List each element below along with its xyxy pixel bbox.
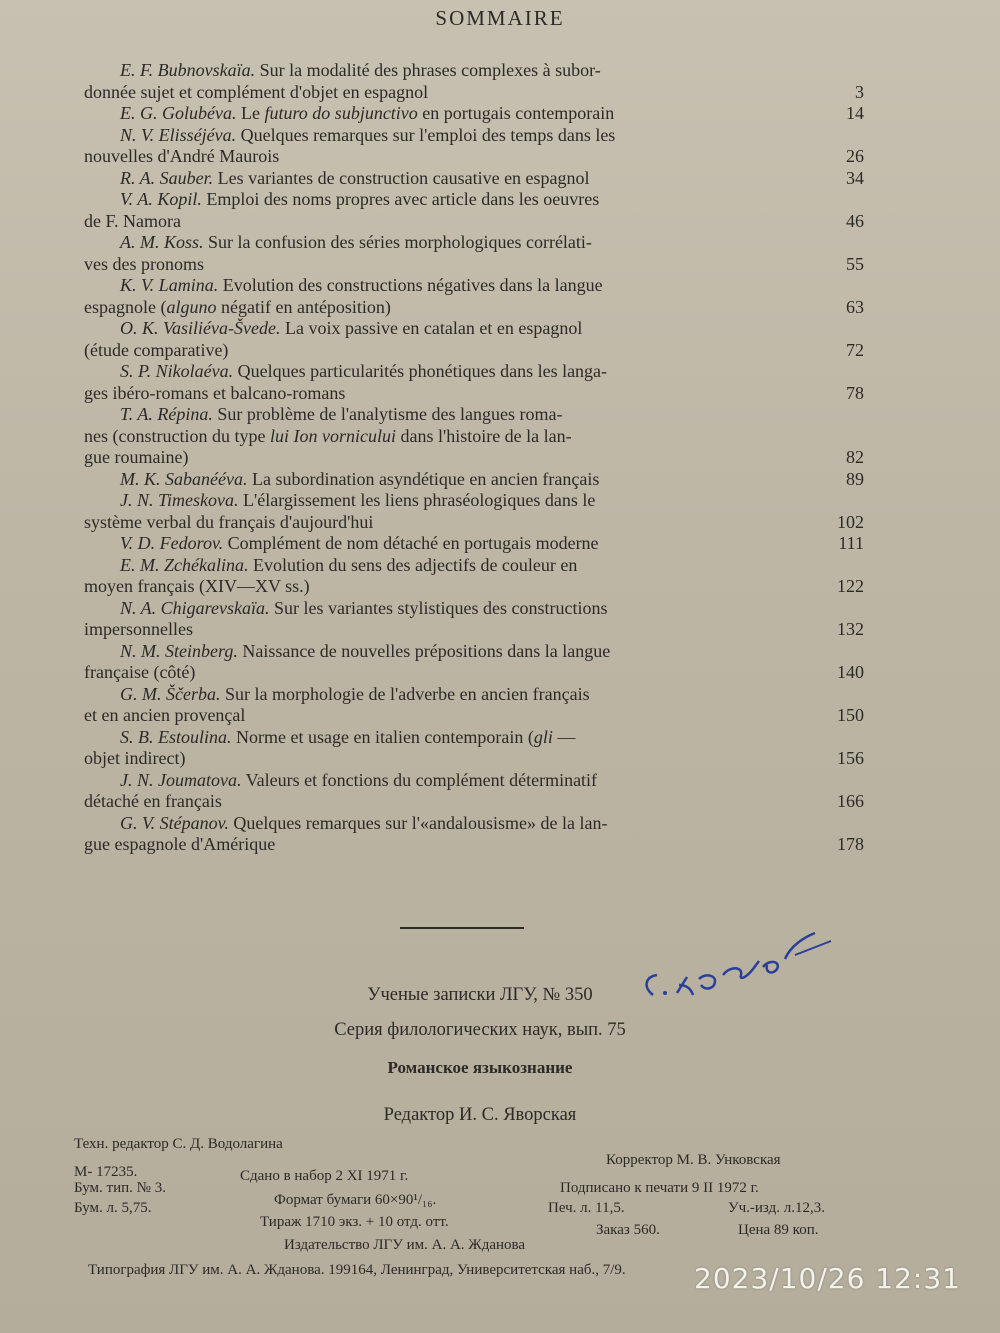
editor-line: Редактор И. С. Яворская (383, 1105, 577, 1125)
toc-page-number: 46 (846, 210, 864, 231)
toc-entry (84, 103, 864, 125)
toc-page-number: 178 (837, 834, 864, 854)
toc-author: J. N. Joumatova. (120, 769, 242, 790)
print-run: Тираж 1710 экз. + 10 отд. отт. (260, 1214, 449, 1230)
toc-page-number: 140 (837, 662, 864, 682)
toc-author: N. A. Chigarevskaïa. (120, 597, 270, 618)
toc-author: J. N. Timeskova. (120, 490, 239, 510)
toc-page-number: 63 (846, 296, 864, 317)
toc-entry (84, 598, 864, 641)
toc-entry (84, 232, 864, 275)
print-sheets: Печ. л. 11,5. (548, 1200, 625, 1216)
toc-author: S. P. Nikolaéva. (120, 361, 234, 381)
toc-entry (84, 533, 864, 555)
toc-author: S. B. Estoulina. (120, 726, 232, 747)
publisher: Издательство ЛГУ им. А. А. Жданова (284, 1237, 526, 1253)
m-number: М- 17235. (74, 1164, 138, 1180)
toc-entry (84, 275, 864, 318)
toc-entry (84, 404, 864, 469)
toc-author: T. A. Répina. (120, 404, 213, 424)
pub-sheets: Уч.-изд. л.12,3. (728, 1200, 825, 1216)
toc-page-number: 122 (837, 576, 864, 596)
toc-entry-text: O. K. Vasiliéva-Švede. La voix passive en catalan et en espagnol (étude comparative) (84, 318, 583, 360)
toc-author: G. V. Stépanov. (120, 812, 229, 833)
toc-author: V. A. Kopil. (120, 189, 202, 209)
toc-author: A. M. Koss. (120, 232, 204, 252)
paper-format: Формат бумаги 60×90¹/₁₆. (274, 1192, 437, 1208)
toc-entry (84, 641, 864, 684)
subject-title: Романское языкознание (387, 1058, 573, 1077)
toc-page-number: 78 (846, 382, 864, 403)
paper-sheets: Бум. л. 5,75. (74, 1200, 152, 1216)
toc-entry-text: J. N. Timeskova. L'élargissement les liens phraséologiques dans le système verbal du français d'aujourd'hui (84, 490, 596, 532)
toc-page-number: 89 (846, 468, 864, 489)
toc-author: V. D. Fedorov. (120, 533, 224, 553)
toc-page-number: 55 (846, 253, 864, 274)
toc-entry-text: A. M. Koss. Sur la confusion des séries morphologiques corrélati- ves des pronoms (84, 232, 592, 274)
toc-page-number: 3 (855, 81, 864, 102)
divider-rule (400, 927, 524, 929)
toc-author: O. K. Vasiliéva-Švede. (120, 318, 281, 338)
toc-entry (84, 189, 864, 232)
toc-entry-text: G. V. Stépanov. Quelques remarques sur l'«andalousisme» de la lan- gue espagnole d'Amérique (84, 812, 608, 854)
toc-entry-text: V. A. Kopil. Emploi des noms propres avec article dans les oeuvres de F. Namora (84, 189, 600, 231)
toc-entry (84, 361, 864, 404)
toc-page-number: 14 (846, 103, 864, 123)
toc-page-number: 156 (837, 748, 864, 768)
toc-entry-text: V. D. Fedorov. Complément de nom détaché en portugais moderne (120, 533, 599, 553)
toc-entry-text: N. V. Elisséjéva. Quelques remarques sur l'emploi des temps dans les nouvelles d'André Maurois (84, 124, 616, 166)
camera-timestamp: 2023/10/26 12:31 (694, 1262, 961, 1295)
toc-page-number: 132 (837, 619, 864, 639)
toc-entry-text: R. A. Sauber. Les variantes de construction causative en espagnol (120, 167, 590, 188)
price: Цена 89 коп. (738, 1222, 819, 1238)
toc-entry (84, 60, 864, 103)
toc-author: M. K. Sabanééva. (120, 468, 248, 489)
toc-page-number: 26 (846, 146, 864, 166)
toc-entry (84, 813, 864, 856)
toc-page-number: 82 (846, 447, 864, 467)
handwritten-signature (635, 915, 855, 1025)
toc-entry-text: E. M. Zchékalina. Evolution du sens des adjectifs de couleur en moyen français (XIV—XV ss.) (84, 554, 578, 596)
toc-entry-text: E. G. Golubéva. Le futuro do subjunctivo en portugais contemporain (120, 103, 615, 123)
corrector: Корректор М. В. Унковская (606, 1152, 781, 1168)
toc-entry-text: T. A. Répina. Sur problème de l'analytisme des langues roma- nes (construction du type lui Ion vornicului dans l'histoire de la lan- gue roumaine) (84, 404, 572, 467)
toc-author: K. V. Lamina. (120, 275, 219, 295)
toc-page-number: 111 (838, 533, 864, 553)
toc-entry (84, 318, 864, 361)
order-number: Заказ 560. (596, 1222, 660, 1238)
toc-entry (84, 770, 864, 813)
toc-author: R. A. Sauber. (120, 167, 214, 188)
toc-entry-text: S. B. Estoulina. Norme et usage en italien contemporain (gli — objet indirect) (84, 726, 576, 768)
printer: Типография ЛГУ им. А. А. Жданова. 199164, Ленинград, Университетская наб., 7/9. (88, 1262, 626, 1278)
toc-page-number: 166 (837, 791, 864, 811)
toc-author: N. M. Steinberg. (120, 640, 238, 661)
toc-page-number: 72 (846, 339, 864, 360)
paper-type: Бум. тип. № 3. (74, 1180, 166, 1196)
toc-entry-text: E. F. Bubnovskaïa. Sur la modalité des phrases complexes à subor- donnée sujet et complément d'objet en espagnol (84, 60, 601, 102)
toc-author: E. G. Golubéva. (120, 103, 237, 123)
series-line-2: Серия филологических наук, вып. 75 (334, 1020, 626, 1040)
submitted-date: Сдано в набор 2 XI 1971 г. (240, 1168, 409, 1184)
toc-entry (84, 490, 864, 533)
toc-entry-text: K. V. Lamina. Evolution des constructions négatives dans la langue espagnole (alguno négatif en antéposition) (84, 275, 603, 317)
toc-entry-text: G. M. Ščerba. Sur la morphologie de l'adverbe en ancien français et en ancien provençal (84, 683, 590, 725)
toc-author: G. M. Ščerba. (120, 683, 221, 704)
toc-entry (84, 125, 864, 168)
toc-author: N. V. Elisséjéva. (120, 124, 237, 145)
toc-page-number: 102 (837, 511, 864, 532)
toc-entry (84, 168, 864, 190)
toc-author: E. M. Zchékalina. (120, 554, 249, 575)
toc-entry (84, 555, 864, 598)
tech-editor: Техн. редактор С. Д. Водолагина (74, 1136, 283, 1152)
toc-entry (84, 727, 864, 770)
page-title: SOMMAIRE (435, 6, 565, 30)
signed-date: Подписано к печати 9 II 1972 г. (560, 1180, 759, 1196)
toc-entry-text: N. A. Chigarevskaïa. Sur les variantes stylistiques des constructions impersonnelles (84, 597, 608, 639)
toc-entry (84, 684, 864, 727)
toc-entry-text: N. M. Steinberg. Naissance de nouvelles prépositions dans la langue française (côté) (84, 640, 611, 682)
toc-page-number: 34 (846, 167, 864, 188)
toc-entry-text: J. N. Joumatova. Valeurs et fonctions du complément déterminatif détaché en français (84, 769, 598, 811)
table-of-contents (84, 60, 864, 856)
toc-entry (84, 469, 864, 491)
toc-entry-text: S. P. Nikolaéva. Quelques particularités phonétiques dans les langa- ges ibéro-romans et balcano-romans (84, 361, 608, 403)
toc-author: E. F. Bubnovskaïa. (120, 60, 256, 80)
toc-page-number: 150 (837, 705, 864, 725)
toc-entry-text: M. K. Sabanééva. La subordination asyndétique en ancien français (120, 468, 600, 489)
series-line-1: Ученые записки ЛГУ, № 350 (367, 985, 593, 1005)
